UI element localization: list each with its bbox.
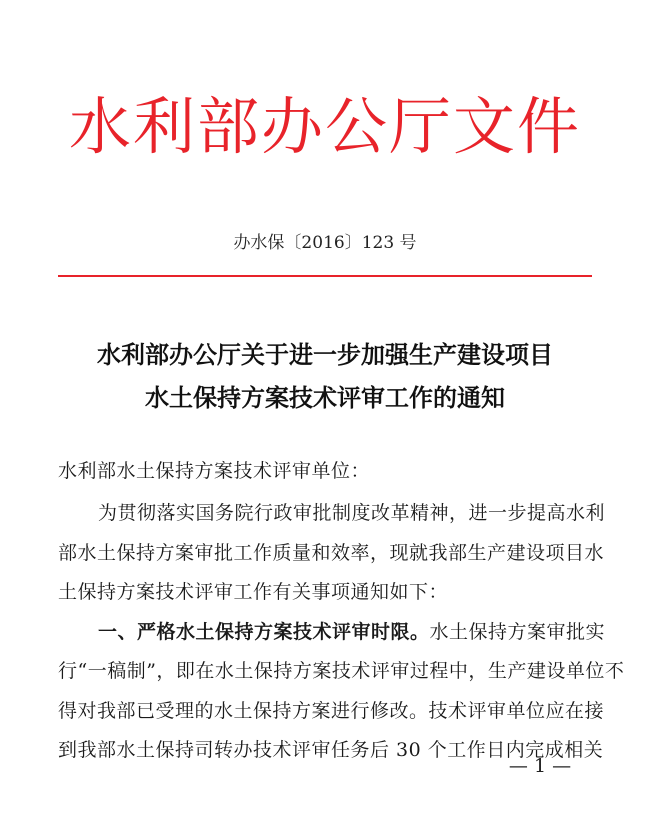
section1-first-line-rest: 水土保持方案审批实 bbox=[429, 621, 606, 643]
intro-line-2: 部水土保持方案审批工作质量和效率，现就我部生产建设项目水 bbox=[58, 542, 605, 564]
notice-title-line-1: 水利部办公厅关于进一步加强生产建设项目 bbox=[97, 340, 553, 369]
red-divider-line bbox=[58, 275, 592, 277]
section1-heading: 一、严格水土保持方案技术评审时限。 bbox=[98, 621, 430, 643]
section1-line-4: 到我部水土保持司转办技术评审任务后 30 个工作日内完成相关 bbox=[58, 739, 604, 761]
salutation: 水利部水土保持方案技术评审单位： bbox=[58, 460, 371, 482]
notice-title-line-2: 水土保持方案技术评审工作的通知 bbox=[145, 383, 505, 412]
intro-line-1: 为贯彻落实国务院行政审批制度改革精神，进一步提高水利 bbox=[98, 502, 606, 524]
section1-line-2: 行“一稿制”，即在水土保持方案技术评审过程中，生产建设单位不 bbox=[58, 660, 625, 682]
document-number: 办水保〔2016〕123 号 bbox=[233, 233, 417, 253]
intro-line-3: 土保持方案技术评审工作有关事项通知如下： bbox=[58, 581, 449, 603]
section1-first-line bbox=[98, 619, 606, 645]
page-number: — 1 — bbox=[508, 755, 572, 777]
document-header-title: 水利部办公厅文件 bbox=[68, 90, 581, 163]
section1-line-3: 得对我部已受理的水土保持方案进行修改。技术评审单位应在接 bbox=[58, 700, 605, 722]
